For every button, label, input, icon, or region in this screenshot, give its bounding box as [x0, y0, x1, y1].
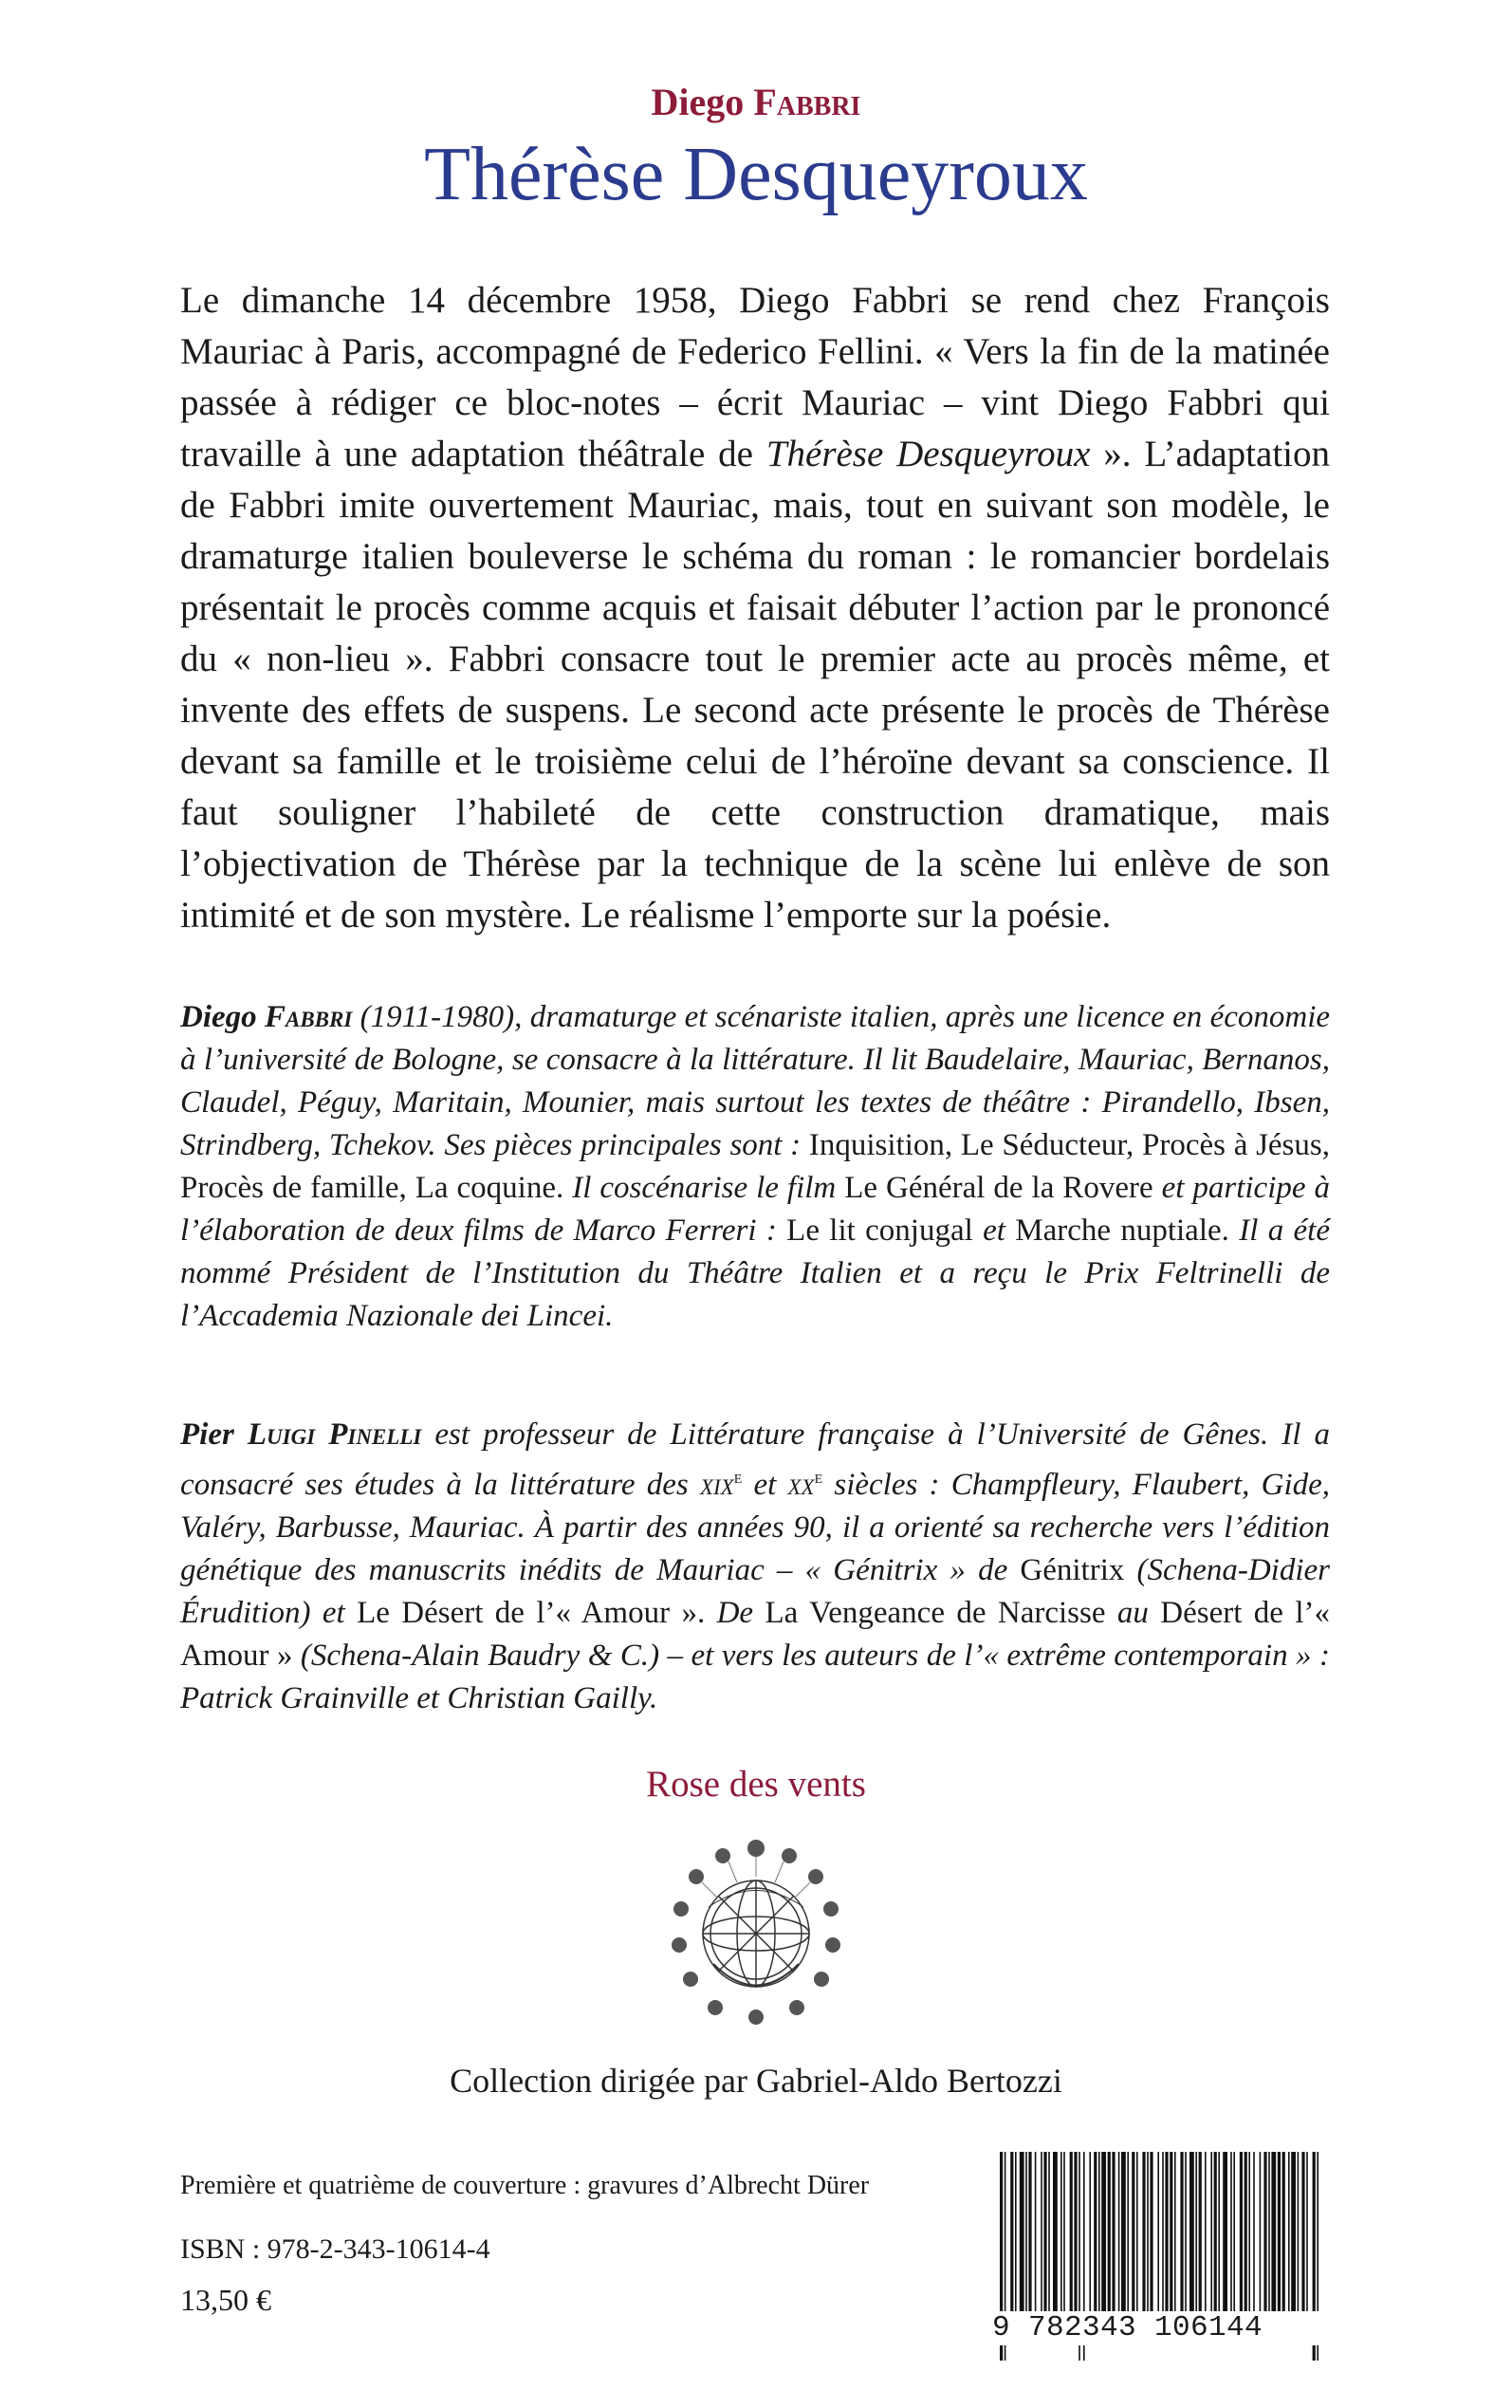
- barcode-bar: [1174, 2152, 1176, 2311]
- barcode-bar: [1271, 2152, 1276, 2311]
- barcode-bar: [1291, 2152, 1296, 2311]
- barcode-bar: [1150, 2152, 1152, 2311]
- bio-pinelli-text-et: et: [742, 1468, 788, 1502]
- barcode-bar: [1025, 2152, 1027, 2311]
- bio-fabbri-text-2: Il coscénarise le film: [563, 1171, 845, 1205]
- barcode-bar: [1185, 2152, 1187, 2311]
- barcode-bar: [1162, 2152, 1164, 2311]
- book-title: Thérèse Desqueyroux: [424, 133, 1088, 216]
- bio-pinelli-text-6: (Schena-Alain Baudry & C.) – et vers les auteurs de l’« extrême contemporain » : Patrick Grainville et Christian Gailly.: [180, 1639, 1330, 1715]
- century-20-sup: e: [814, 1467, 823, 1488]
- bio-fabbri-film-3: Marche nuptiale.: [1015, 1213, 1229, 1248]
- barcode-bar: [1060, 2152, 1062, 2311]
- barcode-bar: [1218, 2152, 1220, 2311]
- bio-fabbri-text-1: (1911-1980), dramaturge et scénariste italien, après une licence en économie à l’université de Bologne, se consacre à la littérature. Il lit Baudelaire, Mauriac, Bernanos, Claudel, Péguy, Maritain, Mounier, mais surtout les textes de théâtre : Pirandello, Ibsen, Strindberg, Tchekov. Ses pièces principales sont :: [180, 1000, 1331, 1162]
- barcode-bar: [1053, 2152, 1058, 2311]
- author-first-name: Diego: [651, 81, 745, 123]
- bio-pinelli-text-4: De: [705, 1596, 765, 1630]
- bio-fabbri-text-5: Il a été nommé Président de l’Institution du Théâtre Italien et a reçu le Prix Feltrinelli de l’Accademia Nazionale dei Lincei.: [180, 1213, 1330, 1333]
- summary-text: Le dimanche 14 décembre 1958, Diego Fabbri se rend chez François Mauriac à Paris, accompagné de Federico Fellini. « Vers la fin de la matinée passée à rédiger ce bloc-notes – écrit Mauriac – vint Diego Fabbri qui travaille à une adaptation théâtrale de: [180, 280, 1330, 474]
- bio-fabbri-film-2: Le lit conjugal: [786, 1213, 973, 1248]
- barcode-bar: [1248, 2152, 1250, 2311]
- barcode-bar: [1101, 2152, 1106, 2311]
- barcode-bar: [1268, 2152, 1270, 2311]
- barcode-bar: [1306, 2152, 1308, 2311]
- barcode-bar: [1010, 2152, 1013, 2311]
- bio-pinelli-work-1: Génitrix: [1020, 1553, 1125, 1587]
- bio-fabbri-name: [180, 1000, 352, 1034]
- barcode-bar: [1233, 2152, 1235, 2311]
- barcode-bar: [1288, 2152, 1290, 2311]
- bio-pinelli-text-2: siècles : Champfleury, Flaubert, Gide, Valéry, Barbusse, Mauriac. À partir des années 90, il a orienté sa recherche vers l’édition génétique des manuscrits inédits de Mauriac – « Génitrix » de: [180, 1468, 1331, 1587]
- barcode-bar: [1108, 2152, 1111, 2311]
- barcode-bar: [1253, 2152, 1255, 2311]
- barcode-bar: [1132, 2152, 1134, 2311]
- barcode-bar: [1043, 2152, 1046, 2311]
- barcode-bar: [1230, 2152, 1232, 2311]
- century-19: [700, 1468, 742, 1502]
- barcode-bar: [1070, 2152, 1073, 2311]
- bio-fabbri-works: Inquisition, Le Séducteur, Procès à Jésus, Procès de famille, La coquine.: [180, 1128, 1330, 1205]
- barcode-bar: [1048, 2152, 1050, 2311]
- barcode-bar: [1147, 2152, 1149, 2311]
- barcode-bar: [1063, 2152, 1065, 2311]
- bio-fabbri-film-1: Le Général de la Rovere: [844, 1171, 1153, 1205]
- bio-pinelli-work-4: Désert de l’« Amour »: [180, 1596, 1331, 1673]
- price: 13,50 €: [180, 2283, 271, 2317]
- barcode-bar: [1020, 2152, 1024, 2311]
- summary-book-title: Thérèse Desqueyroux: [765, 434, 1091, 474]
- barcode-bar: [1098, 2152, 1100, 2311]
- barcode-bar: [1127, 2152, 1129, 2311]
- barcode-bar: [1112, 2152, 1115, 2311]
- barcode-bar: [1223, 2152, 1227, 2311]
- barcode-bar: [1015, 2152, 1017, 2311]
- bio-fabbri-text-4: et: [972, 1213, 1016, 1248]
- barcode-bar: [1189, 2152, 1194, 2311]
- bio-pinelli-first: Pier: [180, 1417, 234, 1452]
- century-20-label: xx: [787, 1468, 815, 1502]
- bio-pinelli-name: [180, 1417, 421, 1452]
- barcode-bar: [1041, 2152, 1042, 2311]
- century-20: [788, 1468, 823, 1502]
- barcode-bar: [1118, 2152, 1120, 2311]
- barcode-bar: [1094, 2152, 1097, 2311]
- barcode-bar: [1301, 2152, 1304, 2311]
- barcode-bar: [1260, 2152, 1262, 2311]
- barcode-bar: [1089, 2152, 1091, 2311]
- cover-credits: Première et quatrième de couverture : gravures d’Albrecht Dürer: [180, 2171, 870, 2200]
- barcode-bar: [1165, 2152, 1168, 2311]
- bio-fabbri-first: Diego: [180, 1000, 257, 1034]
- bio-pinelli: [180, 1414, 1330, 1720]
- summary-text-end: ». L’adaptation de Fabbri imite ouvertement Mauriac, mais, tout en suivant son modèle, le dramaturge italien bouleverse le schéma du roman : le romancier bordelais présentait le procès comme acquis et faisait débuter l’action par le prononcé du « non-lieu ». Fabbri consacre tout le premier acte au procès même, et invente des effets de suspens. Le second acte présente le procès de Thérèse devant sa famille et le troisième celui de l’héroïne devant sa conscience. Il faut souligner l’habileté de cette construction dramatique, mais l’objectivation de Thérèse par la technique de la scène lui enlève de son intimité et de son mystère. Le réalisme l’emporte sur la poésie.: [180, 434, 1330, 935]
- barcode-bar: [1205, 2152, 1207, 2311]
- collection-director: Collection dirigée par Gabriel-Aldo Bertozzi: [450, 2062, 1062, 2100]
- century-19-sup: e: [733, 1467, 743, 1488]
- collection-name: Rose des vents: [646, 1764, 866, 1805]
- barcode-bar: [1210, 2152, 1212, 2311]
- author-name: [0, 80, 1512, 124]
- barcode-bar: [1157, 2152, 1159, 2311]
- barcode-bar: [1180, 2152, 1183, 2311]
- barcode-bar: [1142, 2152, 1145, 2311]
- barcode-bar: [1214, 2152, 1217, 2311]
- barcode-bar: [1240, 2152, 1243, 2311]
- barcode-bar: [1170, 2152, 1172, 2311]
- wind-rose-emblem-icon: [647, 1822, 865, 2040]
- barcode-bar: [1245, 2152, 1247, 2311]
- barcode-bar: [1282, 2152, 1285, 2311]
- century-19-label: xix: [699, 1468, 734, 1502]
- barcode-bar: [1028, 2152, 1031, 2311]
- bio-pinelli-text-1: est professeur de Littérature française à l’Université de Gênes. Il a consacré ses études à la littérature des: [180, 1417, 1331, 1502]
- bio-fabbri: [180, 996, 1330, 1338]
- barcode-bar: [1199, 2152, 1202, 2311]
- isbn: ISBN : 978-2-343-10614-4: [180, 2233, 490, 2265]
- barcode-bar: [1263, 2152, 1266, 2311]
- bio-pinelli-last: Luigi Pinelli: [247, 1417, 422, 1452]
- barcode-bar: [1035, 2152, 1037, 2311]
- bio-fabbri-text-3: et participe à l’élaboration de deux films de Marco Ferreri :: [180, 1171, 1330, 1248]
- barcode-digits: 9 782343 106144: [992, 2311, 1329, 2345]
- author-last-name: Fabbri: [753, 81, 861, 123]
- bio-fabbri-last: Fabbri: [264, 1000, 353, 1034]
- barcode-bar: [1298, 2152, 1300, 2311]
- barcode-bar: [1121, 2152, 1126, 2311]
- barcode-bar: [1195, 2152, 1197, 2311]
- barcode-bar: [1074, 2152, 1077, 2311]
- bio-pinelli-work-2: Le Désert de l’« Amour ».: [357, 1596, 706, 1630]
- summary-paragraph: [180, 275, 1330, 941]
- barcode-bar: [1136, 2152, 1138, 2311]
- barcode-bar: [1278, 2152, 1281, 2311]
- bio-pinelli-work-3: La Vengeance de Narcisse: [765, 1596, 1106, 1630]
- bio-pinelli-text-3: (Schena-Didier Érudition) et: [180, 1553, 1330, 1630]
- bio-pinelli-text-5: au: [1105, 1596, 1161, 1630]
